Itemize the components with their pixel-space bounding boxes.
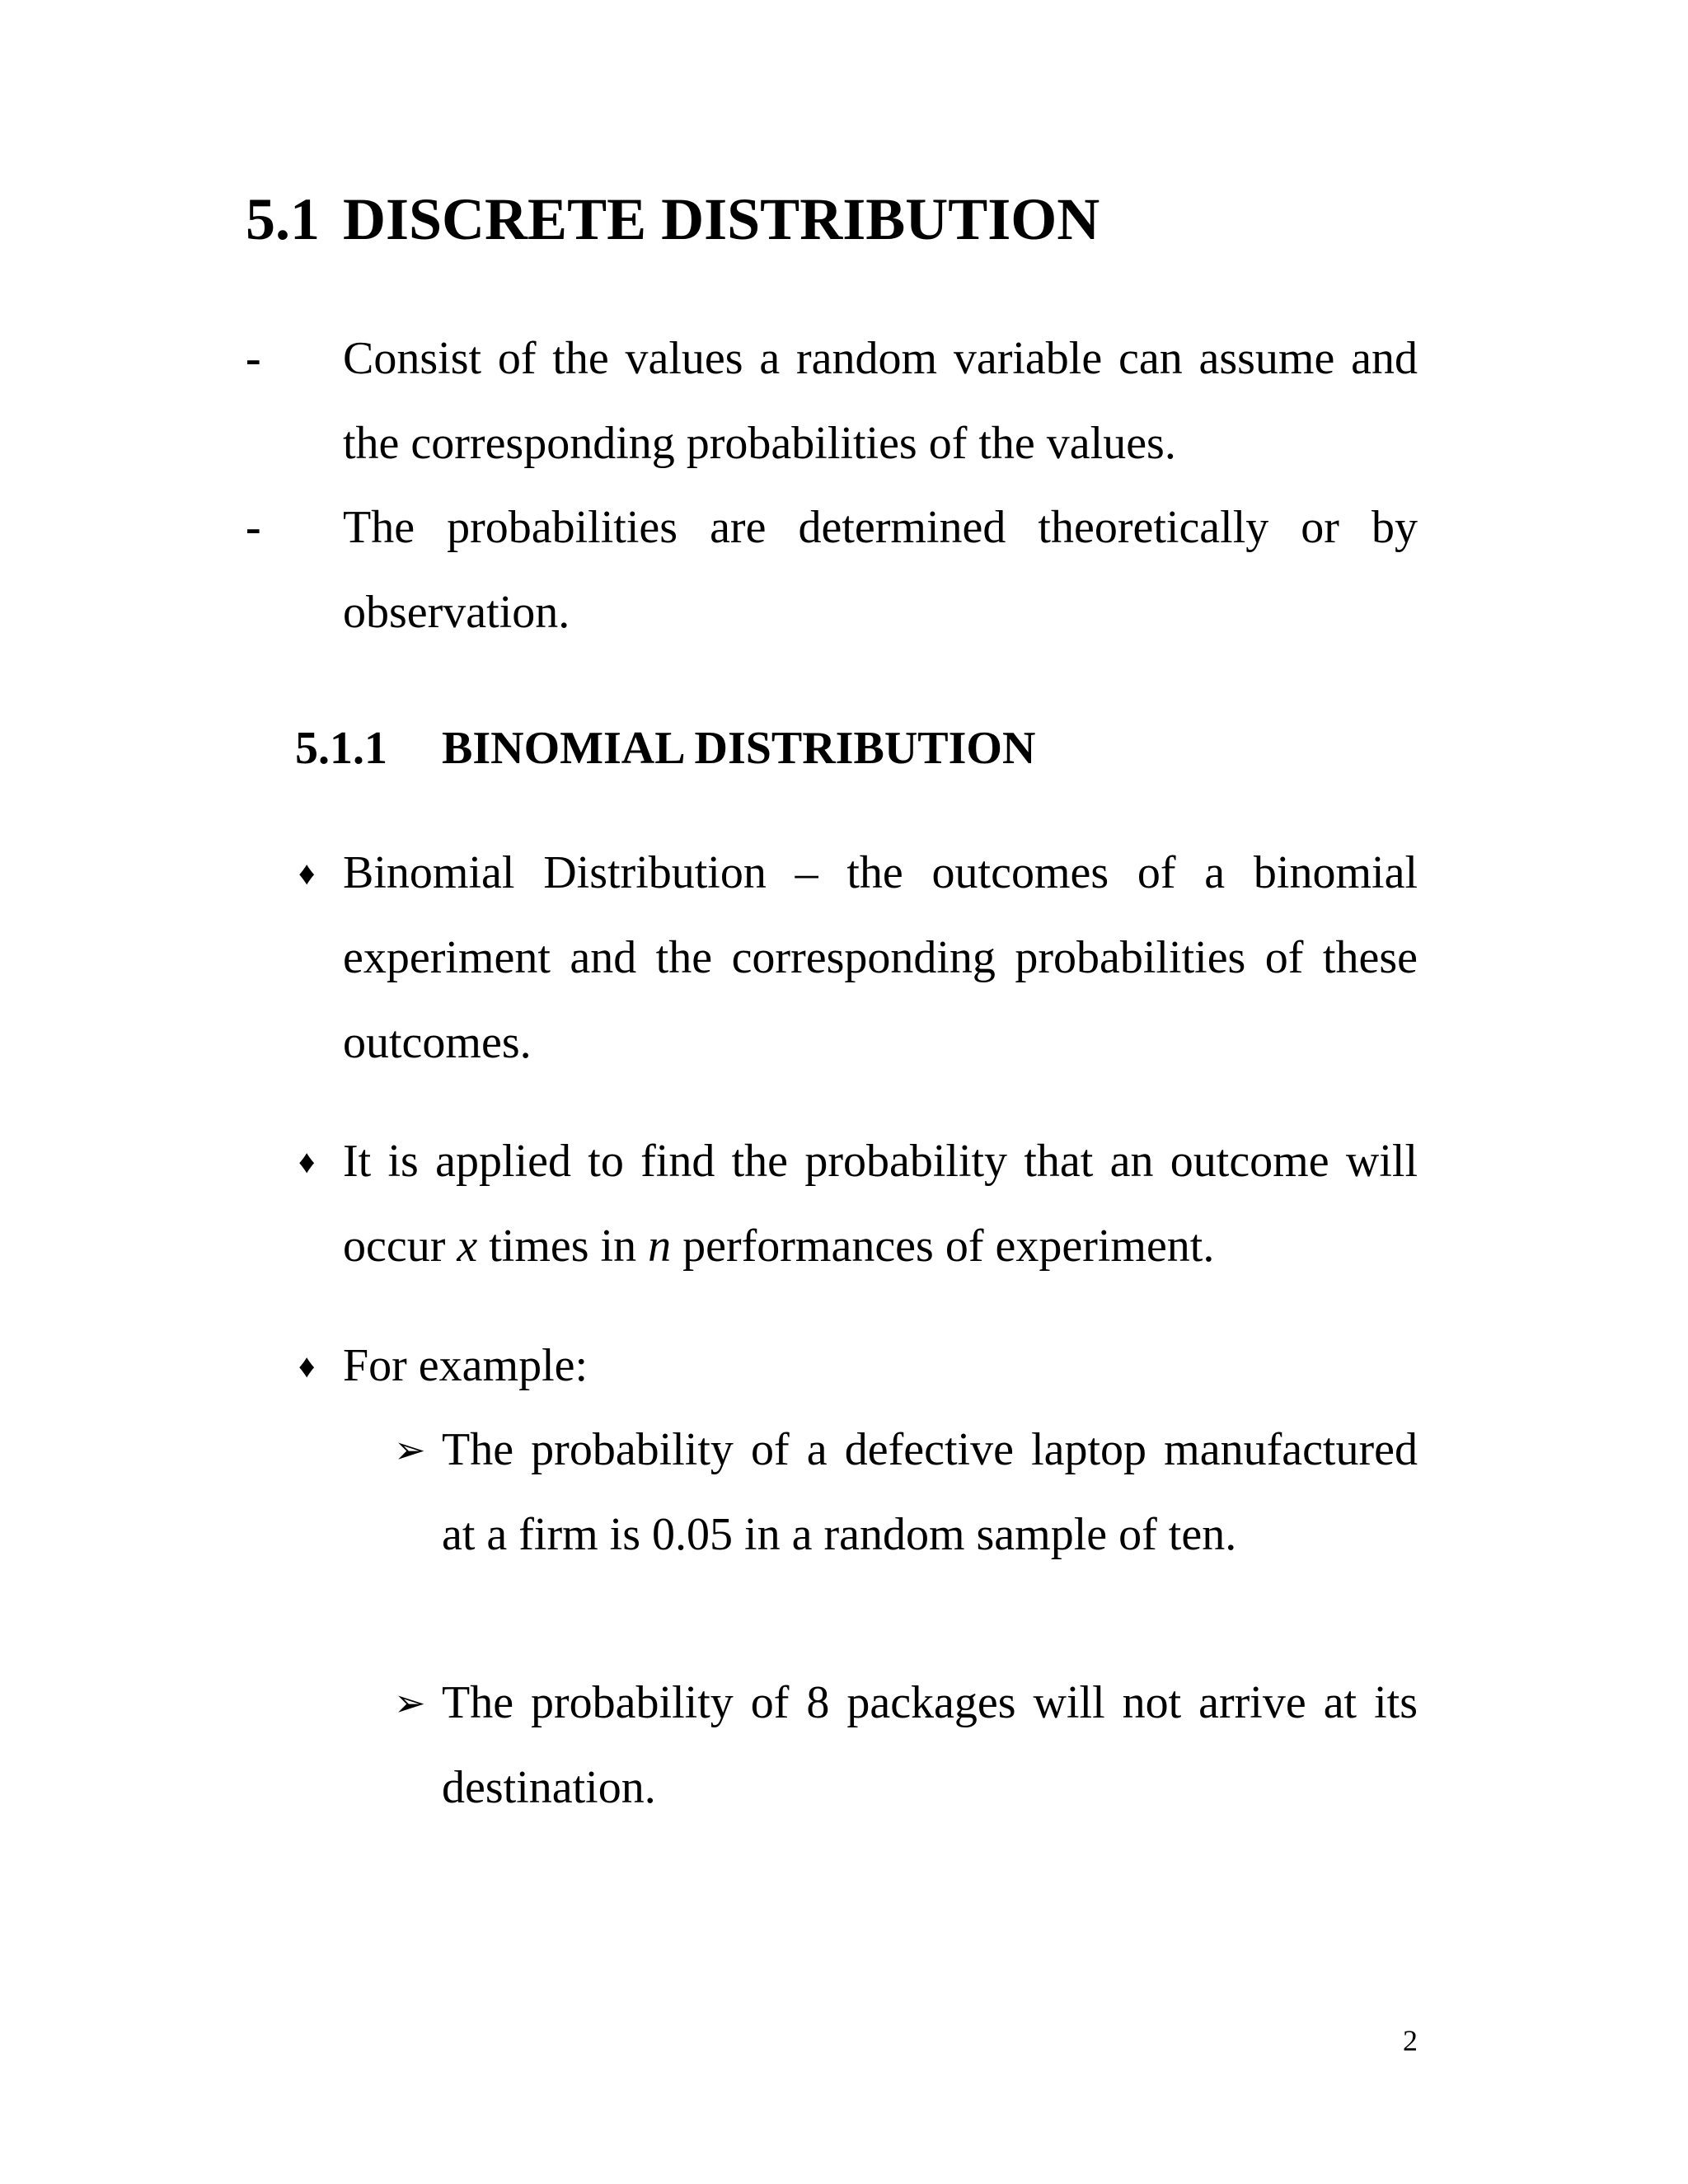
text-run: It is applied to find the probability that an outcome will occur <box>343 1136 1418 1272</box>
example-item-2: The probability of 8 packages will not arrive at its destination. <box>442 1677 1418 1813</box>
section-bullet-1: Consist of the values a random variable can assume and the corresponding probabilities of the values. <box>343 333 1418 469</box>
diamond-bullet-icon: ♦ <box>298 1143 316 1180</box>
subsection-heading <box>295 723 1036 774</box>
dash-bullet-marker: - <box>246 502 261 553</box>
diamond-bullet-icon: ♦ <box>298 855 316 892</box>
example-intro: For example: <box>343 1340 588 1391</box>
diamond-bullet-icon: ♦ <box>298 1347 316 1385</box>
section-bullet-2: The probabilities are determined theoretically or by observation. <box>343 502 1418 638</box>
section-title: DISCRETE DISTRIBUTION <box>343 186 1100 252</box>
example-item-1: The probability of a defective laptop manufactured at a firm is 0.05 in a random sample of ten. <box>442 1424 1418 1560</box>
page-number: 2 <box>1403 2024 1418 2057</box>
section-number: 5.1 <box>246 186 320 252</box>
subsection-title: BINOMIAL DISTRIBUTION <box>442 723 1036 774</box>
arrow-bullet-icon: ➢ <box>394 1429 426 1471</box>
dash-bullet-marker: - <box>246 333 261 384</box>
binomial-definition: Binomial Distribution – the outcomes of a binomial experiment and the corresponding probabilities of these outcomes. <box>343 847 1418 1068</box>
text-run: performances of experiment. <box>671 1221 1215 1272</box>
binomial-application <box>343 1119 1418 1289</box>
variable-n: n <box>648 1221 672 1272</box>
subsection-number: 5.1.1 <box>295 723 387 774</box>
variable-x: x <box>457 1221 478 1272</box>
arrow-bullet-icon: ➢ <box>394 1682 426 1724</box>
text-run: times in <box>477 1221 649 1272</box>
section-heading <box>246 186 1100 252</box>
